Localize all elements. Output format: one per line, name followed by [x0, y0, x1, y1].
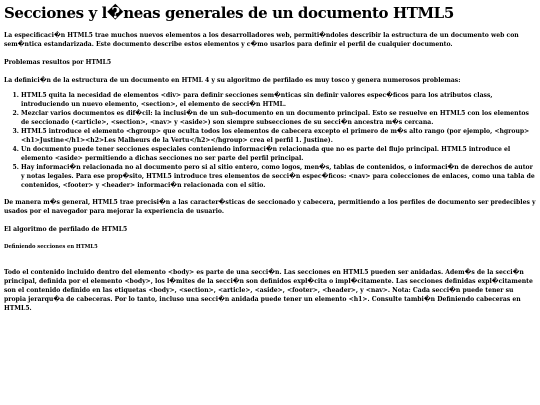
intro-paragraph: La especificaci�n HTML5 trae muchos nuevos elementos a los desarrolladores web, permiti�ndoles describir la estructura de un documento web con sem�ntica estandarizada. Este documento describe estos elementos y c�mo usarlos para definir el perfil de cualquier documento. [4, 32, 519, 48]
problems-intro-paragraph: La definici�n de la estructura de un documento en HTML 4 y su algoritmo de perfilado es muy tosco y genera numerosos problemas: [4, 77, 461, 84]
algorithm-heading: El algoritmo de perfilado de HTML5 [4, 226, 128, 233]
list-item: 5. Hay informaci�n relacionada no al documento pero si al sitio entero, como logos, men�s, tablas de contenidos, o informaci�n de derechos de autor y notas legales. Para ese prop�sito, HTML5 introduce tres elementos de secci�n espec�ficos: <nav> para colecciones de enlaces, como una tabla de contenidos, <footer> y <header> informaci�n relacionada con el sitio. [21, 163, 536, 190]
defining-sections-heading: Definiendo secciones en HTML5 [4, 244, 98, 250]
problems-list [4, 91, 536, 190]
list-item: 3. HTML5 introduce el elemento <hgroup> que oculta todos los elementos de cabecera excepto el primero de m�s alto rango (por ejemplo, <hgroup><h1>Justine</h1><h2>Les Malheurs de la Vertu</h2></hgroup> crea el perfil 1. Justine). [21, 127, 536, 145]
page-title: Secciones y l�neas generales de un documento HTML5 [4, 4, 454, 22]
list-item: 1. HTML5 quita la necesidad de elementos <div> para definir secciones sem�nticas sin definir valores espec�ficos para los atributos class, introduciendo un nuevo elemento, <section>, el elemento de secci�n HTML. [21, 91, 536, 109]
summary-paragraph: De manera m�s general, HTML5 trae precisi�n a las caracter�sticas de seccionado y cabecera, permitiendo a los perfiles de documento ser predecibles y usados por el navegador para mejorar la experiencia de usuario. [4, 199, 536, 215]
list-item: 4. Un documento puede tener secciones especiales conteniendo informaci�n relacionada que no es parte del flujo principal. HTML5 introduce el elemento <aside> permitiendo a dichas secciones no ser parte del perfil principal. [21, 145, 536, 163]
problems-heading: Problemas resultos por HTML5 [4, 59, 112, 66]
defining-sections-paragraph: Todo el contenido incluido dentro del elemento <body> es parte de una secci�n. Las secciones en HTML5 pueden ser anidadas. Adem�s de la secci�n principal, definida por el elemento <body>, los l�mites de la secci�n son definidos expl�cita o impl�citamente. Las secciones definidas expl�citamente son el contenido definido en las etiquetas <body>, <section>, <article>, <aside>, <footer>, <header>, y <nav>. Nota: Cada secci�n puede tener su propia jerarqu�a de cabeceras. Por lo tanto, incluso una secci�n anidada puede tener un elemento <h1>. Consulte tambi�n Definiendo cabeceras en HTML5. [4, 269, 533, 312]
list-item: 2. Mezclar varios documentos es dif�cil: la inclusi�n de un sub-documento en un documento principal. Esto se resuelve en HTML5 con los elementos de seccionado (<article>, <section>, <nav> y <aside>) son siempre subsecciones de su secci�n ancestra m�s cercana. [21, 109, 536, 127]
